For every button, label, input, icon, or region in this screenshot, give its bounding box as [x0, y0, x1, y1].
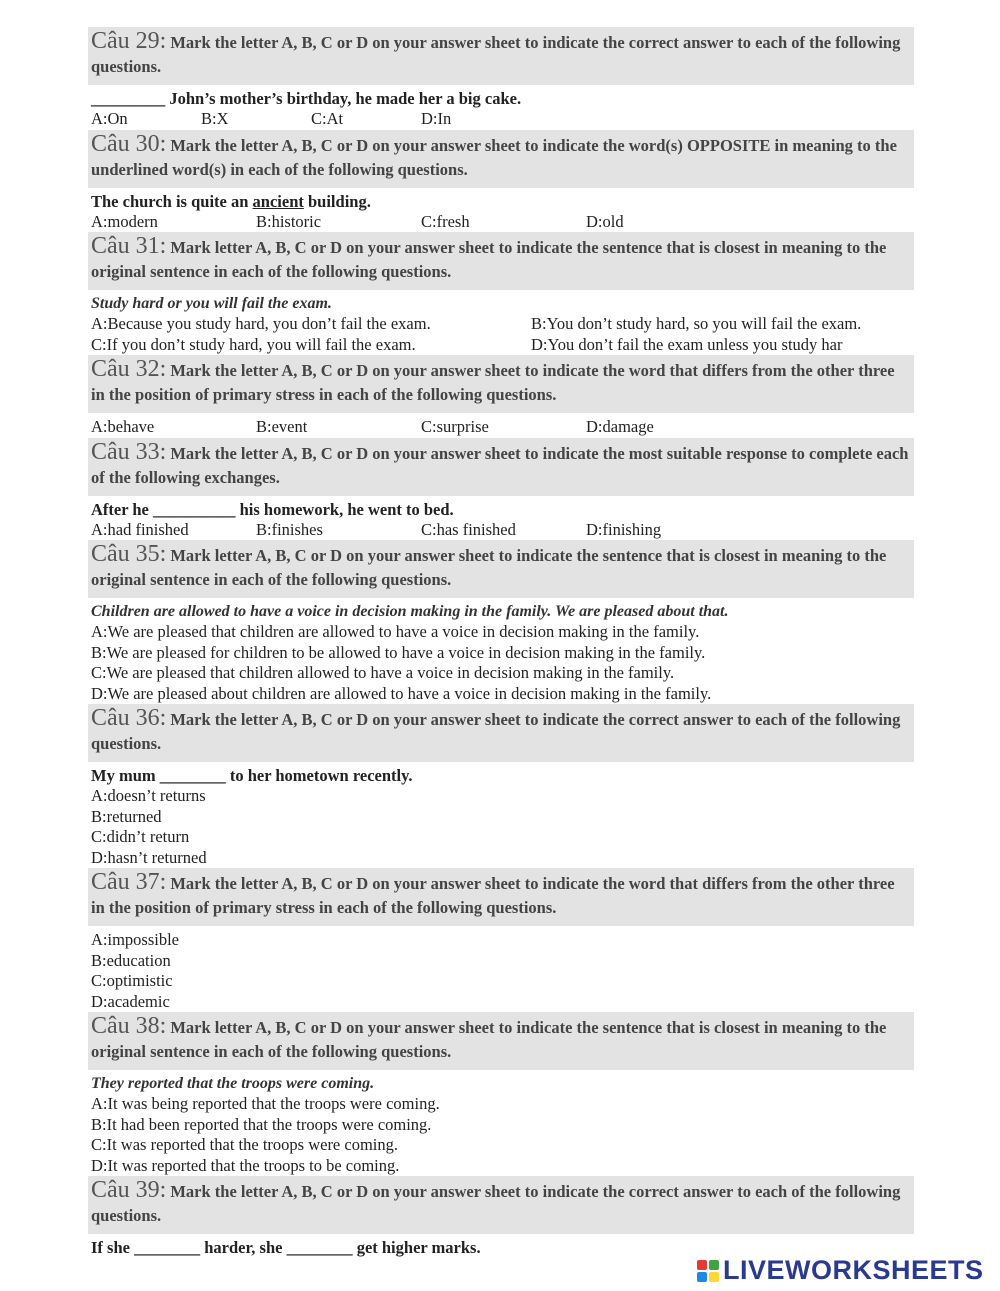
option-d[interactable]: D:academic	[91, 991, 170, 1011]
question-header	[88, 540, 914, 598]
question-header	[88, 438, 914, 496]
question-38	[88, 1012, 914, 1176]
underlined-word: ancient	[252, 191, 304, 211]
question-stem: Children are allowed to have a voice in decision making in the family. We are pleased about that.	[91, 603, 729, 620]
worksheet	[88, 27, 914, 1258]
option-b[interactable]: B:X	[201, 109, 229, 128]
option-a[interactable]: A:doesn’t returns	[91, 786, 206, 805]
question-number: Câu 31:	[91, 233, 167, 259]
option-c[interactable]: C:If you don’t study hard, you will fail the exam.	[91, 334, 416, 354]
question-header	[88, 868, 914, 926]
answer-options	[88, 314, 914, 355]
option-d[interactable]: D:You don’t fail the exam unless you study har	[531, 334, 843, 354]
option-d[interactable]: D:It was reported that the troops to be coming.	[91, 1155, 400, 1175]
option-b[interactable]: B:event	[256, 417, 308, 436]
logo-block	[709, 1272, 719, 1282]
question-number: Câu 29:	[91, 28, 167, 54]
question-number: Câu 39:	[91, 1177, 167, 1203]
question-number: Câu 32:	[91, 356, 167, 382]
question-header	[88, 1012, 914, 1070]
question-number: Câu 36:	[91, 705, 167, 731]
option-a[interactable]: A:modern	[91, 211, 158, 231]
option-a[interactable]: A:behave	[91, 417, 155, 436]
logo-block	[697, 1272, 707, 1282]
question-number: Câu 30:	[91, 130, 167, 157]
question-header	[88, 704, 914, 762]
question-header	[88, 130, 914, 188]
option-d[interactable]: D:old	[586, 211, 624, 231]
logo-text: LIVEWORKSHEETS	[723, 1255, 984, 1285]
answer-options	[88, 417, 914, 438]
question-35	[88, 540, 914, 704]
option-c[interactable]: C:surprise	[421, 417, 489, 436]
question-33	[88, 438, 914, 541]
question-instruction: Mark letter A, B, C or D on your answer sheet to indicate the sentence that is closest in meaning to the original sentence in each of the following questions.	[91, 546, 887, 589]
stem-text: building.	[303, 191, 371, 211]
question-37	[88, 868, 914, 1012]
option-b[interactable]: B:You don’t study hard, so you will fail the exam.	[531, 314, 862, 333]
question-instruction: Mark the letter A, B, C or D on your answer sheet to indicate the correct answer to each of the following questions.	[91, 710, 901, 753]
option-b[interactable]: B:returned	[91, 806, 162, 826]
question-stem	[88, 192, 914, 212]
answer-options	[88, 520, 914, 541]
option-a[interactable]: A:It was being reported that the troops were coming.	[91, 1094, 440, 1113]
option-a[interactable]: A:On	[91, 109, 128, 128]
question-stem: _________ John’s mother’s birthday, he made her a big cake.	[91, 89, 522, 108]
question-instruction: Mark the letter A, B, C or D on your answer sheet to indicate the word(s) OPPOSITE in meaning to the underlined word(s) in each of the following questions.	[91, 135, 897, 179]
question-number: Câu 33:	[91, 438, 167, 465]
option-d[interactable]: D:finishing	[586, 519, 662, 539]
option-c[interactable]: C:At	[311, 109, 344, 128]
option-c[interactable]: C:has finished	[421, 519, 516, 539]
option-d[interactable]: D:damage	[586, 417, 654, 436]
question-instruction: Mark letter A, B, C or D on your answer sheet to indicate the sentence that is closest in meaning to the original sentence in each of the following questions.	[91, 1018, 887, 1061]
option-c[interactable]: C:didn’t return	[91, 827, 190, 846]
option-b[interactable]: B:It had been reported that the troops were coming.	[91, 1114, 432, 1134]
option-b[interactable]: B:finishes	[256, 519, 323, 539]
question-39	[88, 1176, 914, 1258]
question-stem: After he __________ his homework, he went to bed.	[91, 499, 454, 519]
question-instruction: Mark the letter A, B, C or D on your answer sheet to indicate the correct answer to each of the following questions.	[91, 1182, 901, 1225]
question-stem: Study hard or you will fail the exam.	[91, 295, 332, 312]
option-d[interactable]: D:In	[421, 109, 452, 128]
question-32	[88, 355, 914, 438]
answer-options	[88, 1094, 914, 1176]
answer-options	[88, 930, 914, 1012]
option-a[interactable]: A:impossible	[91, 930, 180, 949]
option-b[interactable]: B:We are pleased for children to be allowed to have a voice in decision making in the family.	[91, 642, 706, 662]
option-c[interactable]: C:optimistic	[91, 971, 173, 990]
option-a[interactable]: A:had finished	[91, 519, 189, 539]
liveworksheets-logo	[697, 1255, 984, 1286]
option-b[interactable]: B:historic	[256, 211, 322, 231]
question-instruction: Mark the letter A, B, C or D on your answer sheet to indicate the word that differs from the other three in the position of primary stress in each of the following questions.	[91, 874, 895, 917]
question-stem: My mum ________ to her hometown recently.	[91, 766, 413, 785]
logo-blocks-icon	[697, 1260, 719, 1282]
option-d[interactable]: D:We are pleased about children are allowed to have a voice in decision making in the family.	[91, 683, 712, 703]
question-30	[88, 130, 914, 233]
question-header	[88, 27, 914, 85]
question-header	[88, 1176, 914, 1234]
question-31	[88, 232, 914, 355]
question-instruction: Mark the letter A, B, C or D on your answer sheet to indicate the correct answer to each of the following questions.	[91, 33, 901, 76]
question-number: Câu 38:	[91, 1013, 167, 1039]
logo-block	[697, 1260, 707, 1270]
question-instruction: Mark the letter A, B, C or D on your answer sheet to indicate the word that differs from the other three in the position of primary stress in each of the following questions.	[91, 361, 895, 404]
question-header	[88, 232, 914, 290]
question-29	[88, 27, 914, 130]
question-header	[88, 355, 914, 413]
question-instruction: Mark letter A, B, C or D on your answer sheet to indicate the sentence that is closest in meaning to the original sentence in each of the following questions.	[91, 238, 887, 281]
option-b[interactable]: B:education	[91, 950, 171, 970]
option-d[interactable]: D:hasn’t returned	[91, 847, 207, 867]
option-c[interactable]: C:We are pleased that children allowed to have a voice in decision making in the family.	[91, 663, 675, 682]
option-c[interactable]: C:It was reported that the troops were coming.	[91, 1135, 398, 1154]
question-number: Câu 35:	[91, 541, 167, 567]
question-stem: They reported that the troops were coming.	[91, 1075, 375, 1092]
question-number: Câu 37:	[91, 869, 167, 895]
stem-text: The church is quite an	[91, 191, 253, 211]
answer-options	[88, 212, 914, 233]
answer-options	[88, 786, 914, 868]
option-a[interactable]: A:We are pleased that children are allowed to have a voice in decision making in the family.	[91, 622, 700, 641]
answer-options	[88, 622, 914, 704]
question-stem: If she ________ harder, she ________ get higher marks.	[91, 1238, 481, 1257]
answer-options	[88, 109, 914, 130]
option-c[interactable]: C:fresh	[421, 211, 470, 231]
logo-block	[709, 1260, 719, 1270]
question-36	[88, 704, 914, 868]
question-instruction: Mark the letter A, B, C or D on your answer sheet to indicate the most suitable response to complete each of the following exchanges.	[91, 443, 909, 487]
option-a[interactable]: A:Because you study hard, you don’t fail the exam.	[91, 314, 431, 333]
